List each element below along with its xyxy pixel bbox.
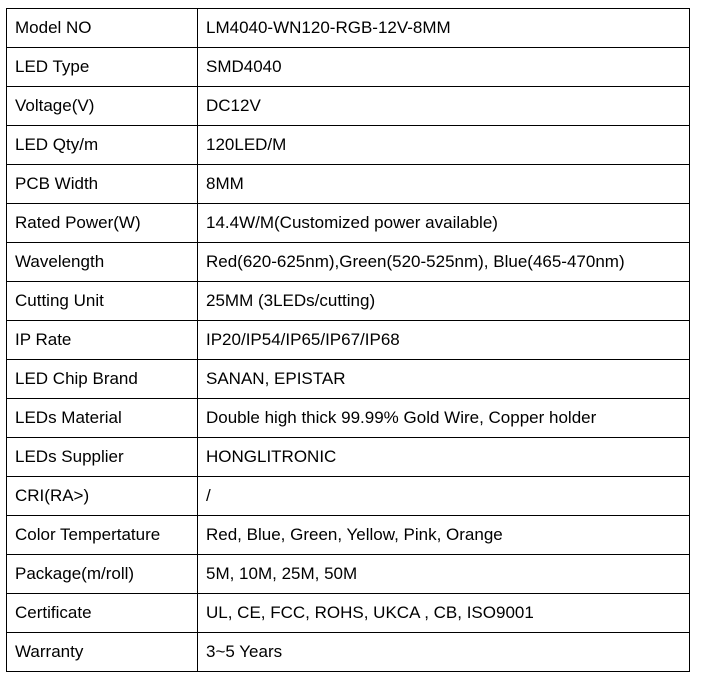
table-row-rated-power: [7, 204, 690, 243]
row-label: CRI(RA>): [7, 477, 198, 516]
row-label: Warranty: [7, 633, 198, 672]
row-value: IP20/IP54/IP65/IP67/IP68: [198, 321, 690, 360]
row-value: 120LED/M: [198, 126, 690, 165]
table-row-cutting-unit: [7, 282, 690, 321]
row-value: UL, CE, FCC, ROHS, UKCA , CB, ISO9001: [198, 594, 690, 633]
row-label: Model NO: [7, 9, 198, 48]
row-value: 3~5 Years: [198, 633, 690, 672]
spec-table: [6, 8, 690, 672]
table-row-pcb-width: [7, 165, 690, 204]
table-row-certificate: [7, 594, 690, 633]
row-label: LED Chip Brand: [7, 360, 198, 399]
row-label: LEDs Material: [7, 399, 198, 438]
table-row-led-type: [7, 48, 690, 87]
table-row-leds-material: [7, 399, 690, 438]
table-row-leds-supplier: [7, 438, 690, 477]
row-value: Double high thick 99.99% Gold Wire, Copper holder: [198, 399, 690, 438]
row-label: Voltage(V): [7, 87, 198, 126]
row-value: DC12V: [198, 87, 690, 126]
table-row-model-no: [7, 9, 690, 48]
row-label: IP Rate: [7, 321, 198, 360]
table-row-voltage: [7, 87, 690, 126]
row-label: Wavelength: [7, 243, 198, 282]
row-value: 8MM: [198, 165, 690, 204]
row-label: LED Type: [7, 48, 198, 87]
row-value: SANAN, EPISTAR: [198, 360, 690, 399]
row-label: LED Qty/m: [7, 126, 198, 165]
table-row-color-temperature: [7, 516, 690, 555]
row-value: Red, Blue, Green, Yellow, Pink, Orange: [198, 516, 690, 555]
row-value: 14.4W/M(Customized power available): [198, 204, 690, 243]
row-label: Rated Power(W): [7, 204, 198, 243]
table-row-wavelength: [7, 243, 690, 282]
row-value: Red(620-625nm),Green(520-525nm), Blue(465-470nm): [198, 243, 690, 282]
table-row-ip-rate: [7, 321, 690, 360]
row-label: Color Tempertature: [7, 516, 198, 555]
row-label: Cutting Unit: [7, 282, 198, 321]
row-value: LM4040-WN120-RGB-12V-8MM: [198, 9, 690, 48]
table-row-cri: [7, 477, 690, 516]
row-value: /: [198, 477, 690, 516]
row-label: Package(m/roll): [7, 555, 198, 594]
table-row-package: [7, 555, 690, 594]
row-label: PCB Width: [7, 165, 198, 204]
table-row-chip-brand: [7, 360, 690, 399]
row-label: Certificate: [7, 594, 198, 633]
row-value: 25MM (3LEDs/cutting): [198, 282, 690, 321]
row-value: SMD4040: [198, 48, 690, 87]
table-row-led-qty: [7, 126, 690, 165]
row-label: LEDs Supplier: [7, 438, 198, 477]
table-row-warranty: [7, 633, 690, 672]
row-value: HONGLITRONIC: [198, 438, 690, 477]
row-value: 5M, 10M, 25M, 50M: [198, 555, 690, 594]
